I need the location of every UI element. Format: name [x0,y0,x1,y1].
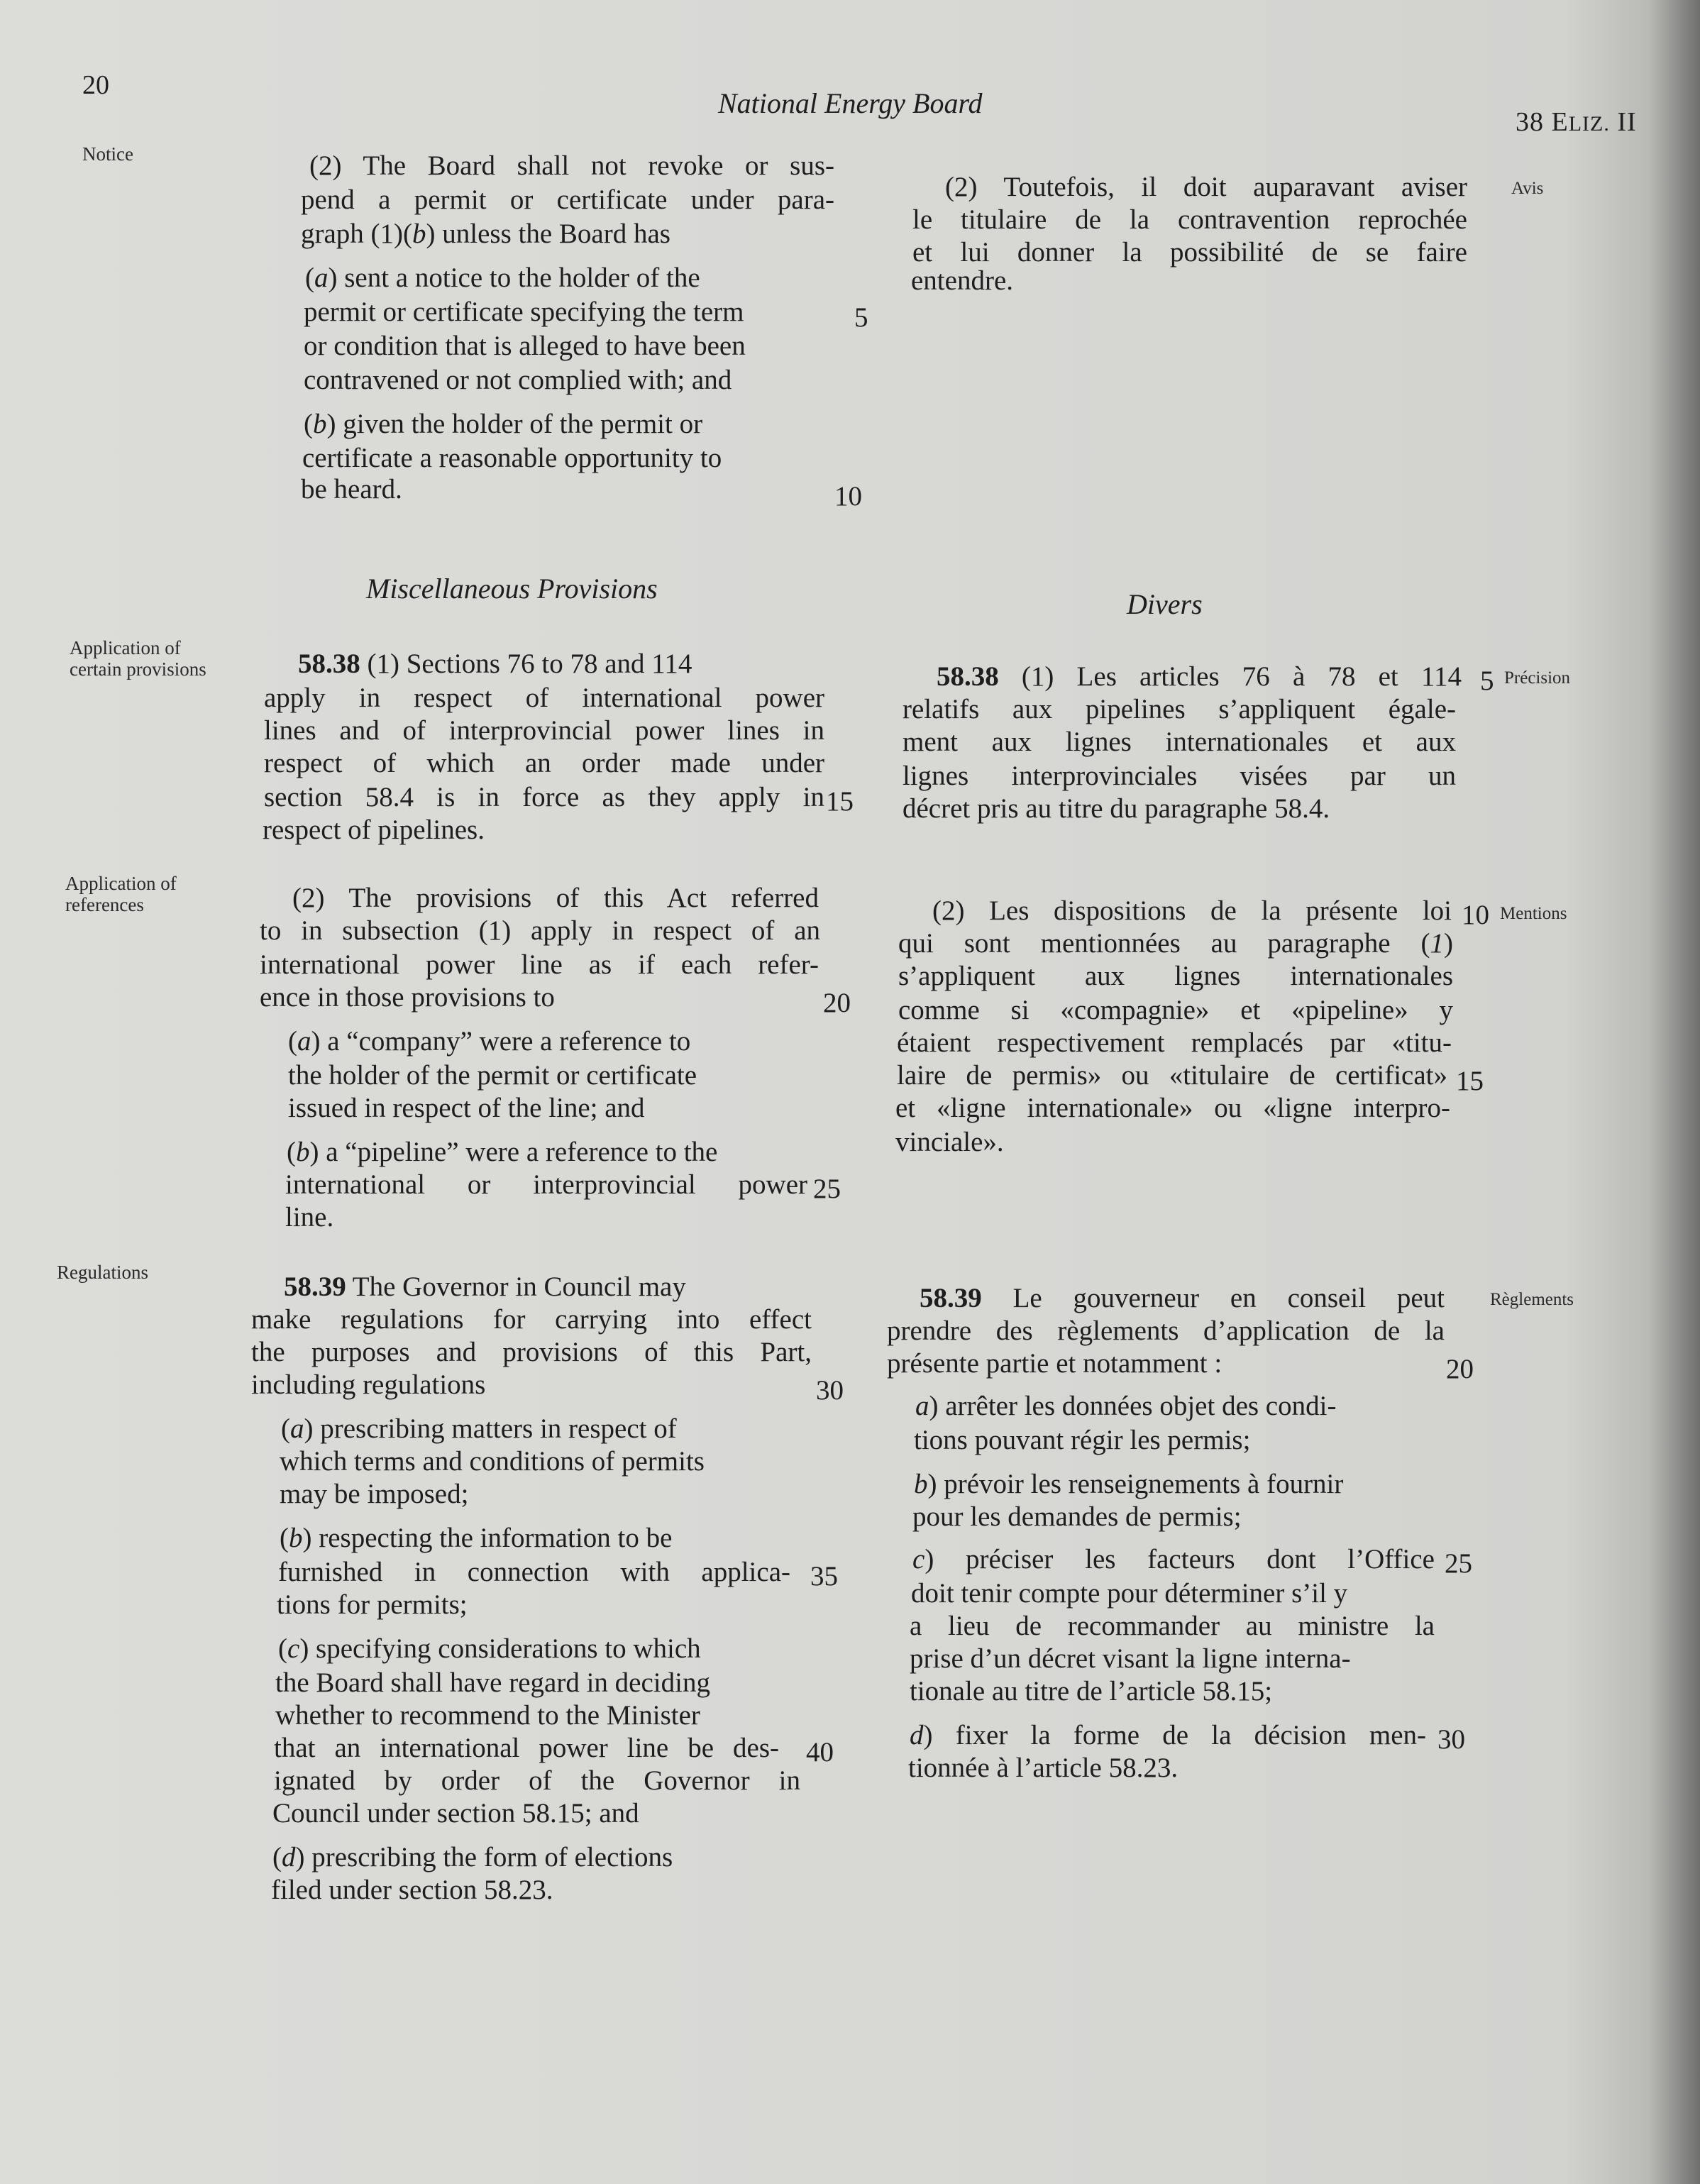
en-s5838-2-para-a: (a) a “company” were a reference to [288,1026,691,1057]
en-s5839-line: whether to recommend to the Minister [275,1700,700,1731]
fr-s5839-para-d: d) fixer la forme de la décision men- [910,1721,1426,1750]
line-number: 5 [854,302,868,333]
en-s5838-2-line: line. [285,1202,334,1232]
line-number: 15 [826,786,854,817]
fr-s5839-line: doit tenir compte pour déterminer s’il y [911,1578,1348,1609]
fr-avis-line: entendre. [911,265,1014,296]
en-notice-line: permit or certificate specifying the term [304,297,744,327]
marginal-note-regulations: Regulations [57,1262,148,1283]
en-s5838-1-line: section 58.4 is in force as they apply in [264,783,824,812]
line-number: 20 [1446,1354,1474,1384]
en-s5838-2-line: to in subsection (1) apply in respect of an [260,917,820,946]
fr-avis-line: (2) Toutefois, il doit auparavant aviser [945,173,1467,202]
line-number: 15 [1456,1066,1484,1096]
en-s5839-line: tions for permits; [277,1589,468,1620]
line-number: 30 [816,1375,844,1406]
en-s5839-line: filed under section 58.23. [271,1875,553,1905]
en-notice-para-b: (b) given the holder of the permit or [304,409,703,439]
line-number: 40 [806,1737,834,1767]
line-number: 25 [813,1174,841,1204]
heading-divers: Divers [1127,588,1203,620]
marginal-note-precision: Précision [1504,668,1571,688]
fr-s5838-1-line: ment aux lignes internationales et aux [903,728,1456,757]
en-s5838-1-line: lines and of interprovincial power lines in [264,717,824,746]
fr-s5838-1-line: lignes interprovinciales visées par un [903,762,1456,791]
en-s5838-1-line: respect of which an order made under [264,749,824,778]
fr-s5839-line: tions pouvant régir les permis; [914,1425,1251,1455]
line-number: 35 [810,1561,838,1592]
en-s5839-para-c: (c) specifying considerations to which [278,1633,701,1664]
en-s5839-para-a: (a) prescribing matters in respect of [281,1413,677,1444]
en-s5838-1-line: respect of pipelines. [263,815,485,845]
en-s5839-line: the Board shall have regard in deciding [275,1667,710,1698]
fr-s5839-para-c: c) préciser les facteurs dont l’Office [912,1545,1435,1574]
fr-s5839-line: prise d’un décret visant la ligne interna- [910,1643,1351,1674]
fr-avis-line: et lui donner la possibilité de se faire [912,238,1467,268]
fr-s5838-2-line: s’appliquent aux lignes internationales [898,962,1453,991]
fr-s5839-para-a: a) arrêter les données objet des condi- [915,1391,1337,1421]
fr-s5838-2-line: étaient respectivement remplacés par «titu- [897,1029,1452,1058]
fr-s5839-line: présente partie et notamment : [887,1348,1222,1379]
en-s5839-line: that an international power line be des- [274,1734,779,1763]
fr-s5838-1-line: relatifs aux pipelines s’appliquent égale- [903,695,1456,724]
en-s5838-2-line: (2) The provisions of this Act referred [292,884,819,913]
en-s5839-line: may be imposed; [280,1479,469,1509]
en-s5839-line: including regulations [251,1369,486,1400]
fr-s5839-line: prendre des règlements d’application de la [887,1317,1445,1346]
fr-s5838-2-line: laire de permis» ou «titulaire de certificat» [897,1061,1447,1091]
page-number: 20 [82,70,109,100]
en-s5838-2-line: the holder of the permit or certificate [288,1060,697,1091]
en-notice-line: certificate a reasonable opportunity to [302,443,722,473]
en-s5839-line: furnished in connection with applica- [278,1558,790,1587]
fr-s5838-2-line: vinciale». [895,1127,1004,1157]
en-notice-line: pend a permit or certificate under para- [301,186,834,215]
marginal-note-reglements: Règlements [1490,1290,1574,1309]
fr-avis-line: le titulaire de la contravention reprochée [912,206,1467,235]
en-s5838-1-line: 58.38 (1) Sections 76 to 78 and 114 [298,649,692,679]
en-s5839-line: ignated by order of the Governor in [274,1767,800,1796]
en-notice-line: contravened or not complied with; and [304,365,732,395]
en-s5838-2-para-b: (b) a “pipeline” were a reference to the [287,1137,718,1167]
heading-miscellaneous-provisions: Miscellaneous Provisions [366,573,658,605]
fr-s5838-2-line: (2) Les dispositions de la présente loi [932,897,1452,926]
en-s5839-line: the purposes and provisions of this Part, [251,1338,812,1367]
en-s5839-para-d: (d) prescribing the form of elections [272,1842,673,1873]
marginal-note-application-references: Application of references [65,873,177,916]
marginal-note-application-provisions: Application of certain provisions [70,637,206,680]
line-number: 10 [834,481,862,512]
fr-s5839-para-b: b) prévoir les renseignements à fournir [914,1469,1344,1499]
fr-s5839-line: pour les demandes de permis; [912,1501,1242,1532]
en-s5838-2-line: international or interprovincial power [285,1171,807,1200]
en-notice-line: be heard. [301,474,402,504]
en-s5839-line: make regulations for carrying into effect [251,1306,812,1335]
en-s5839-para-b: (b) respecting the information to be [280,1523,673,1553]
en-s5838-1-line: apply in respect of international power [264,684,824,713]
marginal-note-avis: Avis [1511,179,1544,198]
marginal-note-mentions: Mentions [1500,904,1567,923]
fr-s5838-2-line: comme si «compagnie» et «pipeline» y [898,996,1453,1025]
fr-s5839-line: tionnée à l’article 58.23. [908,1753,1179,1783]
fr-s5838-1-line: 58.38 (1) Les articles 76 à 78 et 114 [937,663,1462,692]
en-s5839-line: which terms and conditions of permits [280,1446,705,1477]
en-notice-line: or condition that is alleged to have been [304,331,746,361]
line-number: 5 [1480,666,1494,696]
line-number: 10 [1462,900,1489,930]
fr-s5838-2-line: et «ligne internationale» ou «ligne interpro- [895,1094,1450,1123]
marginal-note-notice: Notice [82,143,133,165]
line-number: 20 [823,988,851,1018]
fr-s5839-line: tionale au titre de l’article 58.15; [910,1676,1273,1706]
regnal-year: 38 ELIZ. II [1516,107,1637,137]
fr-s5839-line: a lieu de recommander au ministre la [910,1612,1435,1641]
en-s5838-2-line: issued in respect of the line; and [288,1093,645,1123]
fr-s5839-line: 58.39 Le gouverneur en conseil peut [920,1284,1445,1313]
en-notice-line: graph (1)(b) unless the Board has [301,219,670,249]
line-number: 25 [1445,1548,1472,1579]
running-title: National Energy Board [718,87,983,119]
en-s5838-2-line: international power line as if each refer- [260,951,819,980]
en-s5838-2-line: ence in those provisions to [260,982,555,1013]
fr-s5838-1-line: décret pris au titre du paragraphe 58.4. [903,793,1330,824]
fr-s5838-2-line: qui sont mentionnées au paragraphe (1) [898,930,1453,959]
en-notice-para-a: (a) sent a notice to the holder of the [305,263,700,293]
en-notice-line: (2) The Board shall not revoke or sus- [309,152,834,181]
line-number: 30 [1437,1724,1465,1755]
en-s5839-line: 58.39 The Governor in Council may [284,1272,686,1302]
en-s5839-line: Council under section 58.15; and [272,1798,639,1829]
